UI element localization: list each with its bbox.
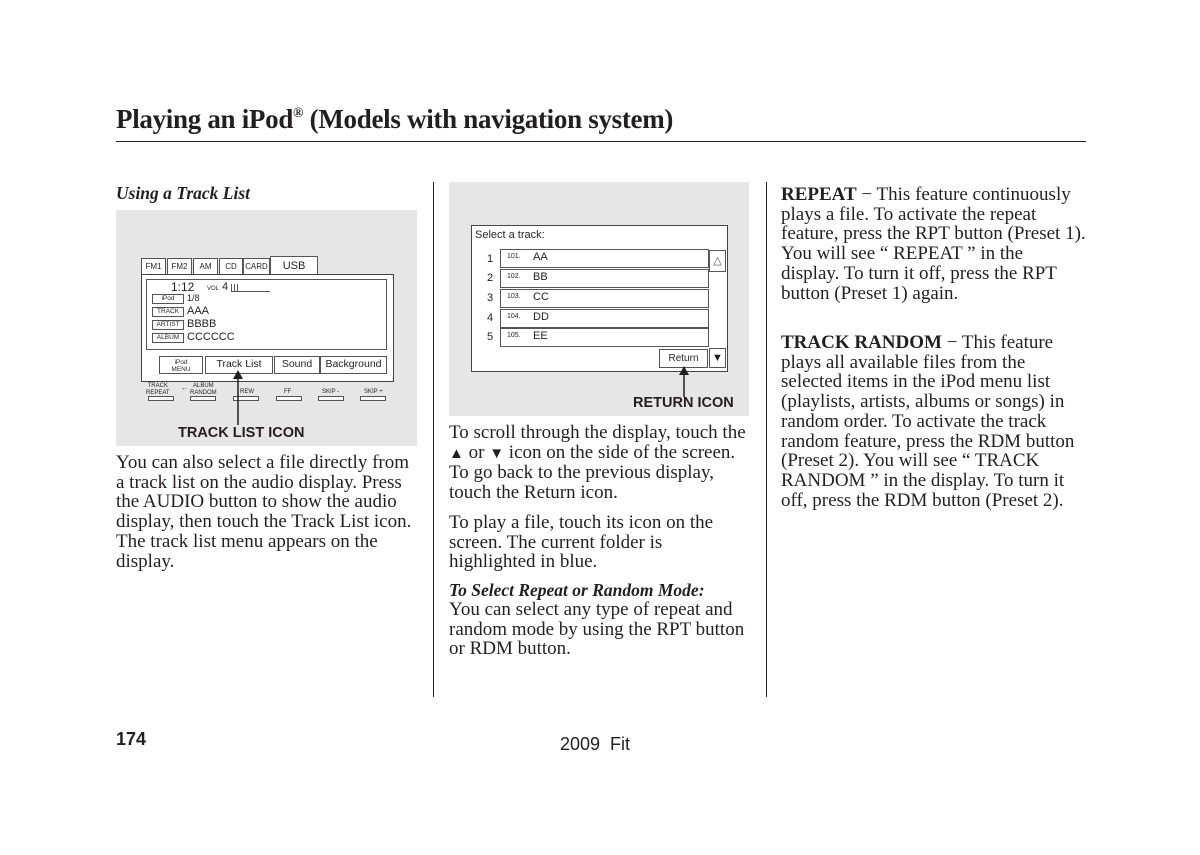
- track-row-4[interactable]: [500, 309, 709, 328]
- track-number-5: 5: [487, 331, 494, 343]
- track-name: DD: [533, 311, 549, 323]
- track-code: 102.: [507, 273, 521, 280]
- return-icon-caption: RETURN ICON: [633, 395, 734, 411]
- down-triangle-icon: ▼: [489, 444, 505, 462]
- track-list-pointer-arrow: [230, 370, 246, 426]
- ipod-menu-button[interactable]: [159, 356, 203, 374]
- play-instructions: To play a file, touch its icon on the screen. The current folder is highlighted in blue.: [449, 512, 714, 573]
- track-list-header: Select a track:: [475, 229, 545, 241]
- vol-label: VOL: [207, 286, 220, 292]
- preset-track-repeat-label: TRACK REPEAT: [146, 383, 170, 396]
- track-code: 105.: [507, 332, 521, 339]
- track-row-1[interactable]: [500, 249, 709, 268]
- track-code: 101.: [507, 253, 521, 260]
- play-time: 1:12: [171, 280, 195, 294]
- preset-ff-label: FF: [284, 389, 292, 395]
- track-number-1: 1: [487, 253, 494, 265]
- value-ipod: 1/8: [187, 293, 200, 303]
- random-description: TRACK RANDOM − This feature plays all available files from the selected items in the iPod menu list (playlists, artists, albums or songs) in random order. To activate the track random feature, press the RDM button (Preset 2). You will see “ TRACK RANDOM ” in the display. To turn it off, press the RDM button (Preset 2).: [781, 332, 1075, 511]
- preset-4-button[interactable]: [276, 396, 302, 401]
- tab-card[interactable]: CARD: [243, 258, 270, 275]
- label-ipod: iPod: [152, 294, 184, 304]
- preset-2-button[interactable]: [190, 396, 216, 401]
- track-list-icon-caption: TRACK LIST ICON: [178, 425, 305, 441]
- track-row-3[interactable]: [500, 289, 709, 308]
- track-row-5[interactable]: [500, 328, 709, 347]
- tab-usb[interactable]: USB: [270, 256, 318, 275]
- track-list-button[interactable]: Track List: [205, 356, 273, 374]
- scroll-up-icon[interactable]: △: [709, 250, 726, 272]
- value-album: CCCCCC: [187, 331, 235, 343]
- arrow-left-right-icon: ←: [181, 385, 188, 392]
- model-year: 2009 Fit: [560, 734, 631, 754]
- track-code: 104.: [507, 313, 521, 320]
- column-divider-1: [433, 182, 434, 697]
- background-button[interactable]: Background: [320, 356, 387, 374]
- track-number-4: 4: [487, 312, 494, 324]
- return-pointer-arrow: [676, 366, 692, 398]
- title-rule: [116, 141, 1086, 142]
- track-name: CC: [533, 291, 549, 303]
- volume-bar: [231, 284, 270, 292]
- registered-mark: ®: [293, 106, 304, 121]
- sound-button[interactable]: Sound: [274, 356, 320, 374]
- repeat-random-text: You can select any type of repeat and random mode by using the RPT button or RDM button.: [449, 599, 745, 660]
- scroll-down-icon[interactable]: ▼: [709, 348, 726, 368]
- scroll-instructions: To scroll through the display, touch the ▲ or ▼ icon on the side of the screen. To go back to the previous display, touch the Return icon.: [449, 422, 746, 504]
- tab-am[interactable]: AM: [193, 258, 218, 275]
- preset-6-button[interactable]: [360, 396, 386, 401]
- ipod-menu-line2: MENU: [171, 366, 191, 373]
- repeat-term: REPEAT: [781, 184, 857, 205]
- column-divider-2: [766, 182, 767, 697]
- vol-value: 4: [222, 281, 229, 293]
- up-triangle-icon: ▲: [449, 444, 464, 462]
- left-body-text: You can also select a file directly from a track list on the audio display. Press the AUDIO button to show the audio display, then touch the Track List icon. The track list menu appears on the display.: [116, 452, 412, 572]
- title-suffix: (Models with navigation system): [303, 104, 674, 134]
- preset-rew-label: REW: [240, 389, 254, 395]
- title-prefix: Playing an iPod: [116, 104, 294, 134]
- label-album: ALBUM: [152, 333, 184, 343]
- repeat-random-subhead: To Select Repeat or Random Mode:: [449, 580, 705, 600]
- left-subhead: Using a Track List: [116, 183, 251, 203]
- page-title: [116, 104, 673, 135]
- preset-5-button[interactable]: [318, 396, 344, 401]
- track-name: EE: [533, 330, 548, 342]
- track-name: AA: [533, 251, 548, 263]
- value-artist: BBBB: [187, 318, 217, 330]
- preset-1-button[interactable]: [148, 396, 174, 401]
- tab-cd[interactable]: CD: [219, 258, 243, 275]
- preset-skip-plus-label: SKIP +: [364, 389, 383, 395]
- ipod-menu-line1: iPod: [174, 359, 188, 366]
- label-track: TRACK: [152, 307, 184, 317]
- track-row-2[interactable]: [500, 269, 709, 288]
- tab-fm2[interactable]: FM2: [167, 258, 192, 275]
- repeat-description: REPEAT − This feature continuously plays a file. To activate the repeat feature, press the RPT button (Preset 1). You will see “ REPEAT ” in the display. To turn it off, press the RPT button (Preset 1) again.: [781, 184, 1086, 304]
- label-artist: ARTIST: [152, 320, 184, 330]
- track-number-3: 3: [487, 292, 494, 304]
- track-number-2: 2: [487, 272, 494, 284]
- random-term: TRACK RANDOM: [781, 332, 942, 353]
- track-name: BB: [533, 271, 548, 283]
- preset-skip-minus-label: SKIP -: [322, 389, 340, 395]
- return-button[interactable]: Return: [659, 349, 708, 368]
- preset-album-random-label: ALBUM RANDOM: [190, 383, 217, 396]
- track-code: 103.: [507, 293, 521, 300]
- tab-fm1[interactable]: FM1: [141, 258, 166, 275]
- value-track: AAA: [187, 305, 210, 317]
- page-number: 174: [116, 729, 147, 749]
